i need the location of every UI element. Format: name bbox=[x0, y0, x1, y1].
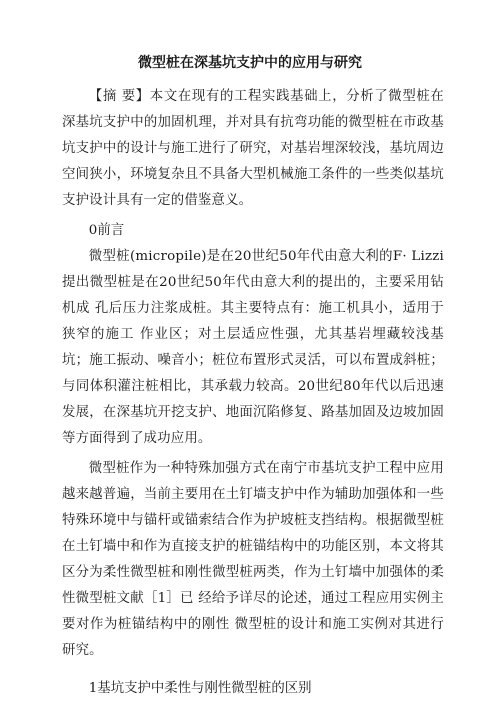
section-0-heading: 0前言 bbox=[88, 223, 125, 238]
intro-paragraph-1: 微型桩(micropile)是在20世纪50年代由意大利的F· Lizzi 提出微型桩是在20世纪50年代由意大利的提出的，主要采用钻机成 孔后压力注浆成桩。其主要特点有：施工机具小，适用于狭窄的施工 作业区；对土层适应性强，尤其基岩埋藏较浅基坑；施工振动、噪音小；桩位布置形式灵活，可以布置成斜桩；与同体积灌注桩相比，其承载力较高。20世纪80年代以后迅速发展，在深基坑开挖支护、地面沉陷修复、路基加固及边坡加固等方面得到了成功应用。 bbox=[62, 249, 444, 446]
document-title: 微型桩在深基坑支护中的应用与研究 bbox=[138, 55, 362, 71]
intro-paragraph-2: 微型桩作为一种特殊加强方式在南宁市基坑支护工程中应用越来越普遍，当前主要用在土钉墙支护中作为辅助加强体和一些特殊环境中与锚杆或锚索结合作为护坡桩支挡结构。根据微型桩在土钉墙中和作为直接支护的桩锚结构中的功能区别，本文将其区分为柔性微型桩和刚性微型桩两类，作为土钉墙中加强体的柔性微型桩文献［1］已 经给予详尽的论述，通过工程应用实例主要对作为桩锚结构中的刚性 微型桩的设计和施工实例对其进行研究。 bbox=[62, 461, 444, 658]
abstract-paragraph: 【摘 要】本文在现有的工程实践基础上，分析了微型桩在深基坑支护中的加固机理，并对具有抗弯功能的微型桩在市政基坑支护中的设计与施工进行了研究，对基岩埋深较浅，基坑周边空间狭小，环境复杂且不具备大型机械施工条件的一些类似基坑支护设计具有一定的借鉴意义。 bbox=[62, 89, 444, 208]
section-1-heading: 1基坑支护中柔性与刚性微型桩的区别 bbox=[88, 681, 312, 696]
